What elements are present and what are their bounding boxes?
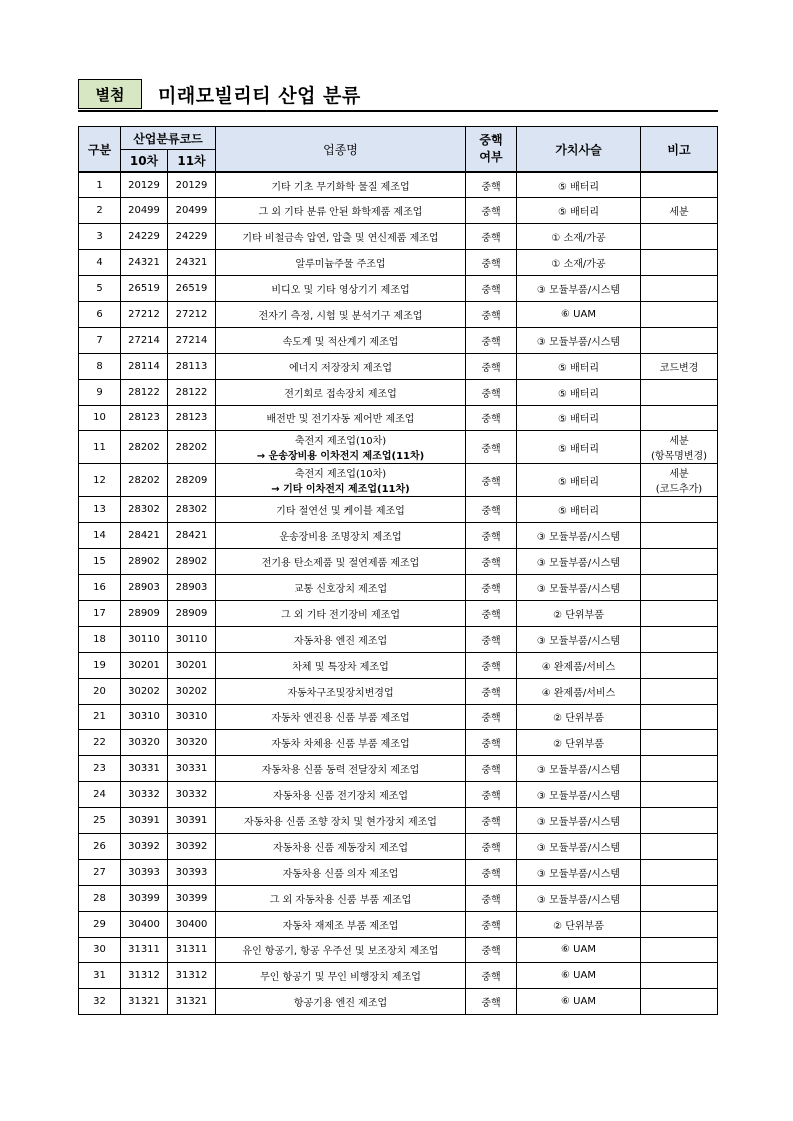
row-code11: 27214 bbox=[168, 327, 216, 353]
row-no: 14 bbox=[79, 523, 121, 549]
row-note bbox=[641, 678, 718, 704]
row-code11: 30399 bbox=[168, 885, 216, 911]
row-note bbox=[641, 963, 718, 989]
row-value-chain: ③ 모듈부품/시스템 bbox=[517, 833, 641, 859]
row-code11: 28302 bbox=[168, 497, 216, 523]
row-no: 1 bbox=[79, 172, 121, 198]
row-core: 중핵 bbox=[466, 276, 517, 302]
row-industry-name: 기타 비철금속 압연, 압출 및 연신제품 제조업 bbox=[216, 224, 466, 250]
title-underline bbox=[78, 110, 718, 112]
row-code10: 30393 bbox=[121, 859, 168, 885]
row-note bbox=[641, 549, 718, 575]
row-industry-name: 에너지 저장장치 제조업 bbox=[216, 353, 466, 379]
table-row bbox=[79, 859, 718, 885]
industry-name-line: 축전지 제조업(10차) bbox=[294, 469, 387, 481]
row-code11: 30332 bbox=[168, 782, 216, 808]
row-industry-name: 자동차용 엔진 제조업 bbox=[216, 626, 466, 652]
row-code11: 30331 bbox=[168, 756, 216, 782]
row-value-chain: ③ 모듈부품/시스템 bbox=[517, 276, 641, 302]
table-row bbox=[79, 833, 718, 859]
row-code11: 30201 bbox=[168, 652, 216, 678]
row-no: 31 bbox=[79, 963, 121, 989]
row-note bbox=[641, 379, 718, 405]
table-row bbox=[79, 464, 718, 497]
row-note bbox=[641, 937, 718, 963]
row-code11: 30310 bbox=[168, 704, 216, 730]
row-note bbox=[641, 523, 718, 549]
row-core: 중핵 bbox=[466, 575, 517, 601]
row-industry-name bbox=[216, 431, 466, 464]
row-core: 중핵 bbox=[466, 652, 517, 678]
row-no: 2 bbox=[79, 198, 121, 224]
row-value-chain: ⑤ 배터리 bbox=[517, 405, 641, 431]
row-core: 중핵 bbox=[466, 808, 517, 834]
row-no: 29 bbox=[79, 911, 121, 937]
row-core: 중핵 bbox=[466, 353, 517, 379]
table-row bbox=[79, 885, 718, 911]
row-code11: 30110 bbox=[168, 626, 216, 652]
header-code-group: 산업분류코드 bbox=[121, 127, 216, 150]
row-core: 중핵 bbox=[466, 885, 517, 911]
row-code10: 30400 bbox=[121, 911, 168, 937]
table-body bbox=[79, 172, 718, 1015]
row-industry-name: 자동차용 신품 의자 제조업 bbox=[216, 859, 466, 885]
row-industry-name: 속도계 및 적산계기 제조업 bbox=[216, 327, 466, 353]
document-header bbox=[78, 79, 718, 111]
row-no: 9 bbox=[79, 379, 121, 405]
row-no: 27 bbox=[79, 859, 121, 885]
row-code10: 27214 bbox=[121, 327, 168, 353]
row-core: 중핵 bbox=[466, 989, 517, 1015]
row-no: 10 bbox=[79, 405, 121, 431]
row-code10: 28902 bbox=[121, 549, 168, 575]
table-row bbox=[79, 730, 718, 756]
row-core: 중핵 bbox=[466, 704, 517, 730]
row-code10: 30399 bbox=[121, 885, 168, 911]
table-row bbox=[79, 963, 718, 989]
table-row bbox=[79, 523, 718, 549]
row-code10: 31321 bbox=[121, 989, 168, 1015]
row-core: 중핵 bbox=[466, 678, 517, 704]
row-no: 18 bbox=[79, 626, 121, 652]
row-code10: 24321 bbox=[121, 250, 168, 276]
table-row bbox=[79, 276, 718, 302]
row-code10: 30201 bbox=[121, 652, 168, 678]
row-no: 21 bbox=[79, 704, 121, 730]
row-core: 중핵 bbox=[466, 600, 517, 626]
row-no: 12 bbox=[79, 464, 121, 497]
row-value-chain: ① 소재/가공 bbox=[517, 250, 641, 276]
row-value-chain: ⑥ UAM bbox=[517, 989, 641, 1015]
row-no: 32 bbox=[79, 989, 121, 1015]
page-title: 미래모빌리티 산업 분류 bbox=[158, 85, 361, 107]
row-core: 중핵 bbox=[466, 301, 517, 327]
row-value-chain: ② 단위부품 bbox=[517, 600, 641, 626]
row-code10: 31312 bbox=[121, 963, 168, 989]
row-core: 중핵 bbox=[466, 549, 517, 575]
row-code11: 28903 bbox=[168, 575, 216, 601]
row-value-chain: ② 단위부품 bbox=[517, 730, 641, 756]
table-row bbox=[79, 808, 718, 834]
row-core: 중핵 bbox=[466, 250, 517, 276]
row-industry-name: 기타 절연선 및 케이블 제조업 bbox=[216, 497, 466, 523]
table-row bbox=[79, 172, 718, 198]
row-value-chain: ③ 모듈부품/시스템 bbox=[517, 549, 641, 575]
table-row bbox=[79, 756, 718, 782]
table-row bbox=[79, 652, 718, 678]
row-value-chain: ③ 모듈부품/시스템 bbox=[517, 327, 641, 353]
row-code10: 31311 bbox=[121, 937, 168, 963]
row-no: 19 bbox=[79, 652, 121, 678]
table-row bbox=[79, 678, 718, 704]
table-row bbox=[79, 250, 718, 276]
row-note bbox=[641, 859, 718, 885]
table-row bbox=[79, 600, 718, 626]
row-note bbox=[641, 730, 718, 756]
row-code10: 30331 bbox=[121, 756, 168, 782]
table-row bbox=[79, 782, 718, 808]
row-code10: 28122 bbox=[121, 379, 168, 405]
row-note: 세분 bbox=[641, 198, 718, 224]
row-code11: 28122 bbox=[168, 379, 216, 405]
row-industry-name: 전기회로 접속장치 제조업 bbox=[216, 379, 466, 405]
row-core: 중핵 bbox=[466, 198, 517, 224]
row-value-chain: ③ 모듈부품/시스템 bbox=[517, 808, 641, 834]
row-industry-name: 전기용 탄소제품 및 절연제품 제조업 bbox=[216, 549, 466, 575]
row-code10: 30332 bbox=[121, 782, 168, 808]
row-no: 20 bbox=[79, 678, 121, 704]
industry-name-change: → 운송장비용 이차전지 제조업(11차) bbox=[256, 451, 425, 463]
row-no: 17 bbox=[79, 600, 121, 626]
row-core: 중핵 bbox=[466, 327, 517, 353]
row-code10: 28903 bbox=[121, 575, 168, 601]
row-note bbox=[641, 276, 718, 302]
row-industry-name: 자동차용 신품 제동장치 제조업 bbox=[216, 833, 466, 859]
header-value-chain: 가치사슬 bbox=[517, 127, 641, 173]
header-core: 중핵 여부 bbox=[466, 127, 517, 173]
row-no: 3 bbox=[79, 224, 121, 250]
row-code11: 28209 bbox=[168, 464, 216, 497]
row-value-chain: ③ 모듈부품/시스템 bbox=[517, 756, 641, 782]
row-value-chain: ① 소재/가공 bbox=[517, 224, 641, 250]
row-value-chain: ② 단위부품 bbox=[517, 704, 641, 730]
row-code11: 30393 bbox=[168, 859, 216, 885]
row-note bbox=[641, 301, 718, 327]
row-note bbox=[641, 989, 718, 1015]
row-code11: 28902 bbox=[168, 549, 216, 575]
row-note bbox=[641, 431, 718, 464]
row-no: 16 bbox=[79, 575, 121, 601]
table-row bbox=[79, 626, 718, 652]
row-code10: 28421 bbox=[121, 523, 168, 549]
row-code11: 31311 bbox=[168, 937, 216, 963]
row-code11: 31312 bbox=[168, 963, 216, 989]
row-value-chain: ⑤ 배터리 bbox=[517, 198, 641, 224]
table-row bbox=[79, 379, 718, 405]
row-code10: 28909 bbox=[121, 600, 168, 626]
row-code11: 28421 bbox=[168, 523, 216, 549]
table-row bbox=[79, 549, 718, 575]
table-row bbox=[79, 198, 718, 224]
row-industry-name: 배전반 및 전기자동 제어반 제조업 bbox=[216, 405, 466, 431]
row-industry-name: 자동차용 신품 동력 전달장치 제조업 bbox=[216, 756, 466, 782]
row-industry-name bbox=[216, 464, 466, 497]
row-industry-name: 교통 신호장치 제조업 bbox=[216, 575, 466, 601]
row-industry-name: 그 외 자동차용 신품 부품 제조업 bbox=[216, 885, 466, 911]
row-value-chain: ② 단위부품 bbox=[517, 911, 641, 937]
row-value-chain: ⑤ 배터리 bbox=[517, 497, 641, 523]
row-code11: 27212 bbox=[168, 301, 216, 327]
row-industry-name: 자동차용 신품 조향 장치 및 현가장치 제조업 bbox=[216, 808, 466, 834]
row-core: 중핵 bbox=[466, 523, 517, 549]
row-note bbox=[641, 756, 718, 782]
row-value-chain: ③ 모듈부품/시스템 bbox=[517, 575, 641, 601]
industry-name-line: 축전지 제조업(10차) bbox=[294, 436, 387, 448]
row-core: 중핵 bbox=[466, 379, 517, 405]
row-no: 26 bbox=[79, 833, 121, 859]
row-code10: 28123 bbox=[121, 405, 168, 431]
row-code10: 30392 bbox=[121, 833, 168, 859]
header-code11: 11차 bbox=[168, 150, 216, 173]
attachment-tag: 별첨 bbox=[78, 79, 142, 109]
row-code10: 28302 bbox=[121, 497, 168, 523]
row-value-chain: ③ 모듈부품/시스템 bbox=[517, 626, 641, 652]
row-value-chain: ⑥ UAM bbox=[517, 963, 641, 989]
row-core: 중핵 bbox=[466, 464, 517, 497]
row-value-chain: ⑤ 배터리 bbox=[517, 172, 641, 198]
row-code11: 30320 bbox=[168, 730, 216, 756]
row-industry-name: 자동차용 신품 전기장치 제조업 bbox=[216, 782, 466, 808]
row-code11: 28909 bbox=[168, 600, 216, 626]
industry-name-change: → 기타 이차전지 제조업(11차) bbox=[271, 484, 410, 496]
table-row bbox=[79, 353, 718, 379]
row-no: 6 bbox=[79, 301, 121, 327]
row-no: 11 bbox=[79, 431, 121, 464]
row-industry-name: 알루미늄주물 주조업 bbox=[216, 250, 466, 276]
row-value-chain: ⑤ 배터리 bbox=[517, 431, 641, 464]
row-code11: 24229 bbox=[168, 224, 216, 250]
row-value-chain: ⑥ UAM bbox=[517, 301, 641, 327]
row-no: 7 bbox=[79, 327, 121, 353]
row-code11: 20499 bbox=[168, 198, 216, 224]
table-row bbox=[79, 431, 718, 464]
row-note bbox=[641, 464, 718, 497]
row-industry-name: 차체 및 특장차 제조업 bbox=[216, 652, 466, 678]
row-code11: 20129 bbox=[168, 172, 216, 198]
row-industry-name: 무인 항공기 및 무인 비행장치 제조업 bbox=[216, 963, 466, 989]
header-code10: 10차 bbox=[121, 150, 168, 173]
table-row bbox=[79, 301, 718, 327]
row-value-chain: ④ 완제품/서비스 bbox=[517, 652, 641, 678]
row-value-chain: ③ 모듈부품/시스템 bbox=[517, 782, 641, 808]
row-value-chain: ③ 모듈부품/시스템 bbox=[517, 859, 641, 885]
table-row bbox=[79, 405, 718, 431]
row-core: 중핵 bbox=[466, 756, 517, 782]
row-industry-name: 자동차 재제조 부품 제조업 bbox=[216, 911, 466, 937]
row-note bbox=[641, 250, 718, 276]
row-code10: 26519 bbox=[121, 276, 168, 302]
row-note bbox=[641, 704, 718, 730]
row-no: 15 bbox=[79, 549, 121, 575]
row-industry-name: 그 외 기타 분류 안된 화학제품 제조업 bbox=[216, 198, 466, 224]
row-note bbox=[641, 808, 718, 834]
row-industry-name: 자동차구조및장치변경업 bbox=[216, 678, 466, 704]
row-value-chain: ⑤ 배터리 bbox=[517, 379, 641, 405]
row-note: 코드변경 bbox=[641, 353, 718, 379]
row-note bbox=[641, 172, 718, 198]
table-row bbox=[79, 704, 718, 730]
note-detail: (코드추가) bbox=[655, 484, 703, 496]
row-core: 중핵 bbox=[466, 172, 517, 198]
row-note bbox=[641, 405, 718, 431]
row-core: 중핵 bbox=[466, 859, 517, 885]
row-note bbox=[641, 600, 718, 626]
row-code11: 26519 bbox=[168, 276, 216, 302]
row-no: 13 bbox=[79, 497, 121, 523]
row-code11: 28113 bbox=[168, 353, 216, 379]
note-line: 세분 bbox=[669, 436, 689, 448]
row-no: 8 bbox=[79, 353, 121, 379]
table-row bbox=[79, 937, 718, 963]
row-code11: 28202 bbox=[168, 431, 216, 464]
row-code10: 30110 bbox=[121, 626, 168, 652]
note-line: 세분 bbox=[669, 469, 689, 481]
row-note bbox=[641, 626, 718, 652]
row-code10: 28114 bbox=[121, 353, 168, 379]
header-industry-name: 업종명 bbox=[216, 127, 466, 173]
row-code11: 30202 bbox=[168, 678, 216, 704]
table-row bbox=[79, 989, 718, 1015]
row-core: 중핵 bbox=[466, 405, 517, 431]
row-industry-name: 비디오 및 기타 영상기기 제조업 bbox=[216, 276, 466, 302]
row-note bbox=[641, 782, 718, 808]
row-industry-name: 기타 기초 무기화학 물질 제조업 bbox=[216, 172, 466, 198]
row-code10: 20129 bbox=[121, 172, 168, 198]
row-industry-name: 자동차 차체용 신품 부품 제조업 bbox=[216, 730, 466, 756]
row-code10: 20499 bbox=[121, 198, 168, 224]
row-note bbox=[641, 497, 718, 523]
row-core: 중핵 bbox=[466, 833, 517, 859]
row-value-chain: ④ 완제품/서비스 bbox=[517, 678, 641, 704]
row-code10: 28202 bbox=[121, 431, 168, 464]
row-core: 중핵 bbox=[466, 224, 517, 250]
row-note bbox=[641, 224, 718, 250]
row-code11: 31321 bbox=[168, 989, 216, 1015]
row-no: 5 bbox=[79, 276, 121, 302]
header-note: 비고 bbox=[641, 127, 718, 173]
row-note bbox=[641, 575, 718, 601]
row-industry-name: 전자기 측정, 시험 및 분석기구 제조업 bbox=[216, 301, 466, 327]
row-no: 23 bbox=[79, 756, 121, 782]
row-core: 중핵 bbox=[466, 782, 517, 808]
row-no: 24 bbox=[79, 782, 121, 808]
row-note bbox=[641, 652, 718, 678]
row-value-chain: ⑥ UAM bbox=[517, 937, 641, 963]
row-code10: 28202 bbox=[121, 464, 168, 497]
row-code11: 30392 bbox=[168, 833, 216, 859]
row-core: 중핵 bbox=[466, 911, 517, 937]
table-row bbox=[79, 575, 718, 601]
row-code11: 28123 bbox=[168, 405, 216, 431]
row-core: 중핵 bbox=[466, 963, 517, 989]
table-row bbox=[79, 497, 718, 523]
row-note bbox=[641, 833, 718, 859]
row-code10: 30310 bbox=[121, 704, 168, 730]
row-code10: 30391 bbox=[121, 808, 168, 834]
note-detail: (항목명변경) bbox=[650, 451, 708, 463]
row-industry-name: 자동차 엔진용 신품 부품 제조업 bbox=[216, 704, 466, 730]
row-code11: 30391 bbox=[168, 808, 216, 834]
row-core: 중핵 bbox=[466, 730, 517, 756]
row-no: 30 bbox=[79, 937, 121, 963]
row-code11: 24321 bbox=[168, 250, 216, 276]
row-no: 25 bbox=[79, 808, 121, 834]
row-value-chain: ③ 모듈부품/시스템 bbox=[517, 523, 641, 549]
row-industry-name: 유인 항공기, 항공 우주선 및 보조장치 제조업 bbox=[216, 937, 466, 963]
row-industry-name: 항공기용 엔진 제조업 bbox=[216, 989, 466, 1015]
row-code11: 30400 bbox=[168, 911, 216, 937]
row-no: 22 bbox=[79, 730, 121, 756]
row-no: 28 bbox=[79, 885, 121, 911]
row-code10: 30202 bbox=[121, 678, 168, 704]
row-code10: 27212 bbox=[121, 301, 168, 327]
industry-classification-table bbox=[78, 126, 718, 1015]
row-no: 4 bbox=[79, 250, 121, 276]
row-code10: 30320 bbox=[121, 730, 168, 756]
row-core: 중핵 bbox=[466, 937, 517, 963]
row-value-chain: ⑤ 배터리 bbox=[517, 464, 641, 497]
row-value-chain: ⑤ 배터리 bbox=[517, 353, 641, 379]
row-value-chain: ③ 모듈부품/시스템 bbox=[517, 885, 641, 911]
table-row bbox=[79, 327, 718, 353]
row-note bbox=[641, 911, 718, 937]
row-code10: 24229 bbox=[121, 224, 168, 250]
row-core: 중핵 bbox=[466, 497, 517, 523]
table-row bbox=[79, 911, 718, 937]
table-row bbox=[79, 224, 718, 250]
row-note bbox=[641, 885, 718, 911]
row-note bbox=[641, 327, 718, 353]
row-industry-name: 운송장비용 조명장치 제조업 bbox=[216, 523, 466, 549]
row-core: 중핵 bbox=[466, 431, 517, 464]
row-core: 중핵 bbox=[466, 626, 517, 652]
row-industry-name: 그 외 기타 전기장비 제조업 bbox=[216, 600, 466, 626]
header-no: 구분 bbox=[79, 127, 121, 173]
